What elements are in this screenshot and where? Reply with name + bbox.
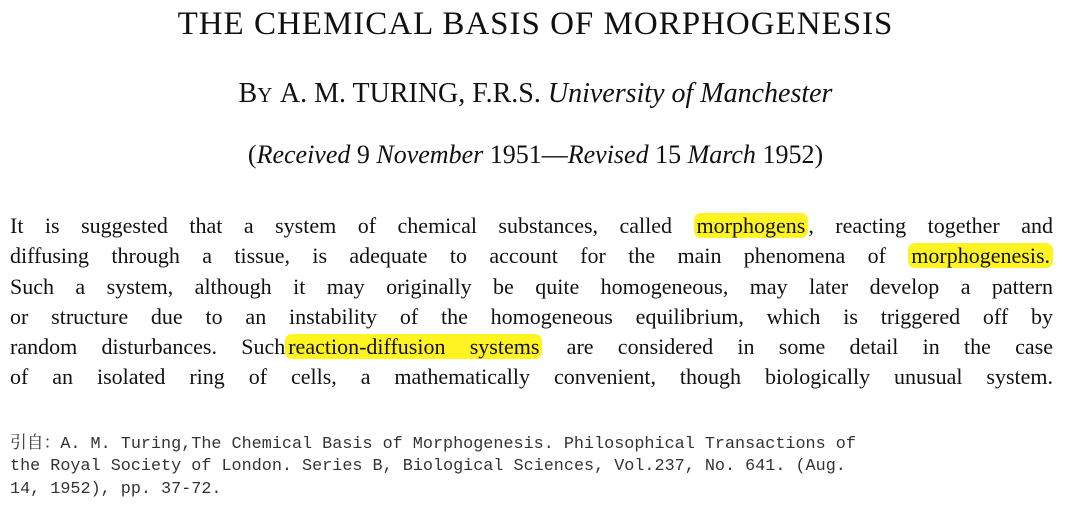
abstract-text: diffusing through a tissue, is adequate to account for the main phenomena of (10, 243, 909, 269)
received-day: 9 (356, 140, 370, 169)
paren-close: ) (814, 140, 824, 169)
abstract-text: are considered in some detail in the case (542, 334, 1054, 360)
abstract-line-4: or structure due to an instability of the homogeneous equilibrium, which is triggered off by (10, 303, 1053, 329)
highlight-morphogenesis: morphogenesis. (908, 243, 1053, 268)
received-dates (0, 140, 1071, 170)
citation-line-1: 引自：A. M. Turing,The Chemical Basis of Morphogenesis. Philosophical Transactions of (10, 435, 856, 454)
author-name: A. M. TURING, F.R.S. (279, 78, 541, 109)
by-rest: Y (257, 83, 273, 107)
abstract-line-3: Such a system, although it may originally be quite homogeneous, may later develop a pattern (10, 273, 1053, 299)
highlight-reaction-diffusion: reaction-diffusion systems (285, 334, 542, 359)
author-affiliation: University of Manchester (547, 78, 833, 109)
abstract-text: It is suggested that a system of chemical substances, called (10, 213, 694, 238)
paper-title: THE CHEMICAL BASIS OF MORPHOGENESIS (177, 6, 894, 42)
received-year: 1951 (489, 140, 542, 169)
revised-label: Revised (567, 140, 649, 169)
paren-open: ( (247, 140, 257, 169)
revised-year: 1952 (762, 140, 815, 169)
citation-note (10, 434, 1065, 501)
abstract (10, 211, 1053, 393)
author-byline (0, 78, 1071, 110)
citation-line-2: the Royal Society of London. Series B, Biological Sciences, Vol.237, No. 641. (Aug. (10, 457, 846, 477)
abstract-text: , reacting together and (808, 213, 1053, 238)
revised-day: 15 (655, 140, 682, 169)
received-month: November (376, 140, 484, 169)
highlight-morphogens: morphogens (694, 213, 809, 238)
abstract-line-6: of an isolated ring of cells, a mathematically convenient, though biologically unusual system. (10, 364, 1053, 390)
date-dash: — (541, 140, 568, 169)
abstract-line-1 (10, 211, 1053, 241)
citation-line-3: 14, 1952), pp. 37-72. (10, 479, 222, 499)
revised-month: March (687, 140, 756, 169)
abstract-line-5 (10, 332, 1053, 362)
abstract-line-2 (10, 241, 1053, 271)
abstract-text: random disturbances. Such (10, 334, 286, 360)
received-label: Received (256, 140, 351, 169)
by-initial: B (238, 78, 258, 109)
